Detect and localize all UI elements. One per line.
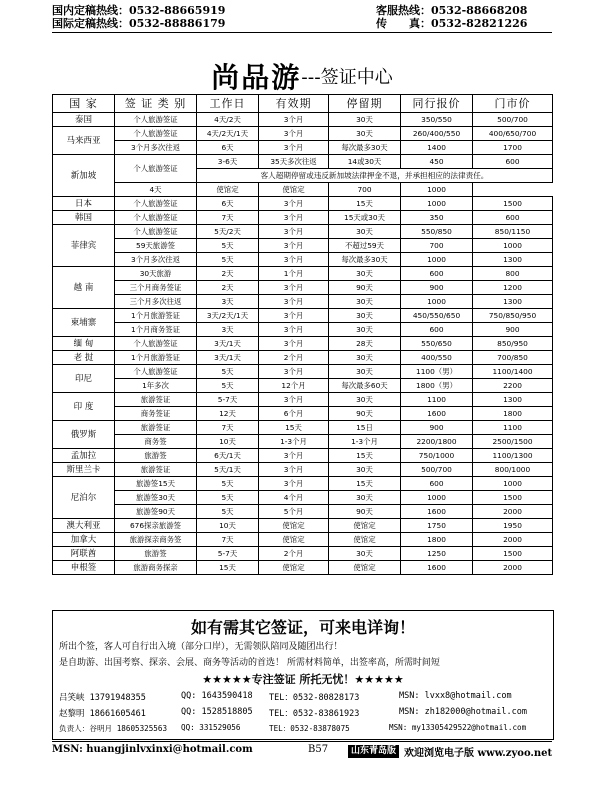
country-cell: 斯里兰卡 [53, 463, 115, 477]
stay-period-cell: 30天 [329, 547, 401, 561]
table-row [53, 407, 553, 421]
visa-type-cell: 旅游签证 [115, 393, 197, 407]
country-cell: 印 度 [53, 393, 115, 421]
stay-period-cell: 14或30天 [329, 155, 401, 169]
stay-period-cell: 30天 [329, 267, 401, 281]
stay-period-cell: 15天 [329, 477, 401, 491]
workdays-cell: 5天 [197, 379, 259, 393]
table-row [53, 351, 553, 365]
peer-price-cell: 1250 [401, 547, 473, 561]
country-cell: 缅 甸 [53, 337, 115, 351]
table-row [53, 421, 553, 435]
visa-type-cell: 三个月商务签证 [115, 281, 197, 295]
visa-type-cell: 商务签 [115, 435, 197, 449]
validity-cell: 3个月 [259, 127, 329, 141]
stay-period-cell: 每次最多60天 [329, 379, 401, 393]
stay-period-cell: 1-3个月 [329, 435, 401, 449]
workdays-cell: 7天 [197, 421, 259, 435]
footer-divider [52, 741, 552, 742]
contact-qq: QQ: 331529056 [181, 723, 241, 732]
table-row [53, 183, 553, 197]
contact-qq: QQ: 1528518805 [181, 707, 253, 717]
validity-cell: 4个月 [259, 491, 329, 505]
validity-cell: 3个月 [259, 449, 329, 463]
peer-price-cell: 400/550 [401, 351, 473, 365]
service-hotlines [376, 4, 527, 30]
promo-box [52, 610, 554, 740]
table-row [53, 323, 553, 337]
footer-website[interactable]: 欢迎浏览电子版 www.zyoo.net [404, 748, 553, 759]
peer-price-cell: 700 [401, 239, 473, 253]
header-retail-price: 门市价 [473, 95, 553, 113]
workdays-cell: 6天 [197, 197, 259, 211]
peer-price-cell: 900 [401, 421, 473, 435]
validity-cell: 1-3个月 [259, 435, 329, 449]
validity-cell: 15天 [259, 421, 329, 435]
stay-period-cell: 使馆定 [329, 533, 401, 547]
table-row [53, 197, 553, 211]
visa-type-cell: 59天旅游签 [115, 239, 197, 253]
peer-price-cell: 1750 [401, 519, 473, 533]
stay-period-cell: 使馆定 [259, 183, 329, 197]
visa-type-cell: 676探亲旅游签 [115, 519, 197, 533]
domestic-hotlines [52, 4, 225, 30]
table-header-row [53, 95, 553, 113]
table-row [53, 309, 553, 323]
peer-price-cell: 750/1000 [401, 449, 473, 463]
stay-period-cell: 90天 [329, 505, 401, 519]
validity-cell: 3个月 [259, 141, 329, 155]
country-cell: 日本 [53, 197, 115, 211]
header-visa-type: 签 证 类 别 [115, 95, 197, 113]
visa-type-cell: 旅游签 [115, 449, 197, 463]
stay-period-cell: 不超过59天 [329, 239, 401, 253]
retail-price-cell: 2200 [473, 379, 553, 393]
header-validity: 有效期 [259, 95, 329, 113]
visa-type-cell: 3个月多次往返 [115, 253, 197, 267]
table-row [53, 477, 553, 491]
retail-price-cell: 400/650/700 [473, 127, 553, 141]
stay-period-cell: 30天 [329, 323, 401, 337]
visa-type-cell: 个人旅游签证 [115, 337, 197, 351]
edition-badge: 山东青岛版 [348, 745, 399, 758]
peer-price-cell: 1100 [401, 393, 473, 407]
workdays-cell: 5天 [197, 505, 259, 519]
peer-price-cell: 450/550/650 [401, 309, 473, 323]
brand-title: 尚品游 [211, 61, 302, 94]
validity-cell: 3个月 [259, 253, 329, 267]
validity-cell: 3个月 [259, 113, 329, 127]
country-cell: 老 挝 [53, 351, 115, 365]
workdays-cell: 5天/2天 [197, 225, 259, 239]
country-cell: 澳大利亚 [53, 519, 115, 533]
visa-type-cell: 旅游签15天 [115, 477, 197, 491]
table-row [53, 533, 553, 547]
visa-type-cell: 个人旅游签证 [115, 155, 197, 183]
validity-cell: 3个月 [259, 337, 329, 351]
visa-type-cell: 个人旅游签证 [115, 225, 197, 239]
stay-period-cell: 90天 [329, 407, 401, 421]
retail-price-cell: 1500 [473, 197, 553, 211]
workdays-cell: 7天 [197, 211, 259, 225]
stay-period-cell: 30天 [329, 127, 401, 141]
country-cell: 韩国 [53, 211, 115, 225]
retail-price-cell: 1000 [401, 183, 473, 197]
retail-price-cell: 1100/1300 [473, 449, 553, 463]
stay-period-cell: 28天 [329, 337, 401, 351]
table-row [53, 253, 553, 267]
visa-type-cell: 个人旅游签证 [115, 211, 197, 225]
retail-price-cell: 1700 [473, 141, 553, 155]
stay-period-cell: 15天或30天 [329, 211, 401, 225]
validity-cell: 使馆定 [259, 533, 329, 547]
workdays-cell: 3天 [197, 295, 259, 309]
stay-period-cell: 每次最多30天 [329, 253, 401, 267]
workdays-cell: 5-7天 [197, 393, 259, 407]
workdays-cell: 5天 [197, 253, 259, 267]
country-cell: 申根签 [53, 561, 115, 575]
retail-price-cell: 1000 [473, 239, 553, 253]
peer-price-cell: 1000 [401, 295, 473, 309]
table-row [53, 113, 553, 127]
workdays-cell: 7天 [197, 533, 259, 547]
validity-cell: 3个月 [259, 239, 329, 253]
visa-type-cell: 三个月多次往返 [115, 295, 197, 309]
retail-price-cell: 500/700 [473, 113, 553, 127]
peer-price-cell: 500/700 [401, 463, 473, 477]
visa-type-cell: 旅游签 [115, 547, 197, 561]
stay-period-cell: 30天 [329, 295, 401, 309]
retail-price-cell: 700/850 [473, 351, 553, 365]
retail-price-cell: 2000 [473, 533, 553, 547]
table-row [53, 491, 553, 505]
table-row [53, 141, 553, 155]
retail-price-cell: 900 [473, 323, 553, 337]
service-hotline: 客服热线：0532-88668208 [376, 4, 528, 17]
workdays-cell: 2天 [197, 267, 259, 281]
page-footer [52, 744, 552, 760]
country-cell: 阿联酋 [53, 547, 115, 561]
stay-period-cell: 15天 [329, 449, 401, 463]
peer-price-cell: 350 [401, 211, 473, 225]
retail-price-cell: 1100/1400 [473, 365, 553, 379]
stay-period-cell: 30天 [329, 351, 401, 365]
peer-price-cell: 1400 [401, 141, 473, 155]
table-row [53, 281, 553, 295]
validity-cell: 3个月 [259, 225, 329, 239]
validity-cell: 6个月 [259, 407, 329, 421]
visa-type-cell: 旅游签证 [115, 463, 197, 477]
stay-period-cell: 90天 [329, 281, 401, 295]
stay-period-cell: 15日 [329, 421, 401, 435]
retail-price-cell: 800 [473, 267, 553, 281]
peer-price-cell: 550/650 [401, 337, 473, 351]
retail-price-cell: 750/850/950 [473, 309, 553, 323]
validity-cell: 12个月 [259, 379, 329, 393]
peer-price-cell: 1000 [401, 253, 473, 267]
workdays-cell: 4天/2天 [197, 113, 259, 127]
domestic-hotline: 国内定稿热线：0532-88665919 [52, 4, 226, 17]
retail-price-cell: 850/1150 [473, 225, 553, 239]
workdays-cell: 5天 [197, 491, 259, 505]
contact-msn[interactable]: MSN: lvxx8@hotmail.com [399, 691, 512, 701]
validity-cell: 3个月 [259, 393, 329, 407]
table-row [53, 155, 553, 169]
visa-type-cell: 旅游探亲商务签 [115, 533, 197, 547]
retail-price-cell: 800/1000 [473, 463, 553, 477]
page-number: B57 [308, 744, 329, 755]
workdays-cell: 3天/1天 [197, 351, 259, 365]
table-row [53, 337, 553, 351]
workdays-cell: 6天/1天 [197, 449, 259, 463]
footer-msn[interactable]: MSN: huangjinlvxinxi@hotmail.com [52, 744, 253, 755]
table-row [53, 295, 553, 309]
stay-period-cell: 每次最多30天 [329, 141, 401, 155]
retail-price-cell: 1000 [473, 477, 553, 491]
retail-price-cell: 1300 [473, 295, 553, 309]
country-cell: 孟加拉 [53, 449, 115, 463]
stay-period-cell: 30天 [329, 365, 401, 379]
retail-price-cell: 2000 [473, 561, 553, 575]
stay-period-cell: 30天 [329, 309, 401, 323]
retail-price-cell: 1200 [473, 281, 553, 295]
retail-price-cell: 600 [473, 211, 553, 225]
validity-cell: 35天多次往返 [259, 155, 329, 169]
visa-type-cell: 1个月旅游签证 [115, 351, 197, 365]
country-cell: 加拿大 [53, 533, 115, 547]
table-row [53, 505, 553, 519]
stay-period-cell: 15天 [329, 197, 401, 211]
contact-msn[interactable]: MSN: zh182000@hotmail.com [399, 707, 527, 717]
validity-cell: 3个月 [259, 281, 329, 295]
peer-price-cell: 900 [401, 281, 473, 295]
workdays-cell: 4天/2天/1天 [197, 127, 259, 141]
visa-type-cell: 个人旅游签证 [115, 127, 197, 141]
table-row [53, 267, 553, 281]
workdays-cell: 3天 [197, 323, 259, 337]
validity-cell: 3个月 [259, 197, 329, 211]
table-row [53, 393, 553, 407]
visa-type-cell: 旅游签证 [115, 421, 197, 435]
validity-cell: 3个月 [259, 463, 329, 477]
workdays-cell: 2天 [197, 281, 259, 295]
promo-line-1: 所出个签，客人可自行出入境（部分口岸），无需领队陪同及随团出行！ [59, 642, 343, 652]
contact-tel: TEL：0532-83861923 [269, 709, 360, 719]
workdays-cell: 5天 [197, 239, 259, 253]
validity-cell: 1个月 [259, 267, 329, 281]
promo-slogan: ★★★★★专注签证 所托无忧！★★★★★ [202, 673, 404, 686]
visa-type-cell: 商务签证 [115, 407, 197, 421]
workdays-cell: 4天 [115, 183, 197, 197]
validity-cell: 2个月 [259, 351, 329, 365]
peer-price-cell: 700 [329, 183, 401, 197]
workdays-cell: 10天 [197, 519, 259, 533]
retail-price-cell: 2000 [473, 505, 553, 519]
workdays-cell: 3天/2天/1天 [197, 309, 259, 323]
table-row [53, 239, 553, 253]
validity-cell: 3个月 [259, 323, 329, 337]
peer-price-cell: 550/850 [401, 225, 473, 239]
table-row [53, 211, 553, 225]
workdays-cell: 6天 [197, 141, 259, 155]
peer-price-cell: 600 [401, 477, 473, 491]
contact-name: 吕笑峡 13791948355 [59, 693, 146, 703]
international-hotline: 国际定稿热线：0532-88886179 [52, 17, 226, 30]
visa-type-cell: 30天旅游 [115, 267, 197, 281]
country-cell: 印尼 [53, 365, 115, 393]
table-row [53, 463, 553, 477]
stay-period-cell: 30天 [329, 225, 401, 239]
country-cell: 尼泊尔 [53, 477, 115, 519]
peer-price-cell: 600 [401, 323, 473, 337]
retail-price-cell: 1800 [473, 407, 553, 421]
validity-cell: 3个月 [259, 309, 329, 323]
contact-name: 赵黎明 18661605461 [59, 709, 146, 719]
promo-line-2: 是自助游、出国考察、探亲、会展、商务等活动的首选！ 所需材料简单，出签率高，所需时间短 [59, 658, 440, 668]
country-cell: 俄罗斯 [53, 421, 115, 449]
table-row [53, 561, 553, 575]
retail-price-cell: 1100 [473, 421, 553, 435]
stay-period-cell: 使馆定 [329, 519, 401, 533]
validity-cell: 使馆定 [259, 561, 329, 575]
peer-price-cell: 1600 [401, 407, 473, 421]
peer-price-cell: 1600 [401, 505, 473, 519]
peer-price-cell: 1800（男） [401, 379, 473, 393]
workdays-cell: 5-7天 [197, 547, 259, 561]
table-row [53, 365, 553, 379]
peer-price-cell: 260/400/550 [401, 127, 473, 141]
validity-cell: 3个月 [259, 477, 329, 491]
header-country: 国 家 [53, 95, 115, 113]
retail-price-cell: 1300 [473, 393, 553, 407]
contact-msn[interactable]: MSN: my13305429522@hotmail.com [389, 723, 527, 732]
retail-price-cell: 2500/1500 [473, 435, 553, 449]
stay-period-cell: 30天 [329, 463, 401, 477]
validity-cell: 2个月 [259, 547, 329, 561]
contact-qq: QQ: 1643590418 [181, 691, 253, 701]
contact-tel: TEL：0532-83878075 [269, 724, 350, 733]
peer-price-cell: 1000 [401, 491, 473, 505]
retail-price-cell: 1500 [473, 491, 553, 505]
peer-price-cell: 600 [401, 267, 473, 281]
retail-price-cell: 1300 [473, 253, 553, 267]
country-cell: 马来西亚 [53, 127, 115, 155]
page-title [52, 56, 552, 92]
table-row [53, 127, 553, 141]
validity-cell: 3个月 [259, 365, 329, 379]
workdays-cell: 12天 [197, 407, 259, 421]
contact-name: 负责人：谷明月 18605325563 [59, 724, 168, 733]
workdays-cell: 3-6天 [197, 155, 259, 169]
visa-type-cell: 个人旅游签证 [115, 365, 197, 379]
promo-headline: 如有需其它签证，可来电详询！ [190, 618, 415, 637]
peer-price-cell: 1000 [401, 197, 473, 211]
retail-price-cell: 600 [473, 155, 553, 169]
workdays-cell: 5天/1天 [197, 463, 259, 477]
retail-price-cell: 1500 [473, 547, 553, 561]
visa-type-cell: 旅游商务探亲 [115, 561, 197, 575]
table-row [53, 547, 553, 561]
workdays-cell: 5天 [197, 477, 259, 491]
stay-period-cell: 30天 [329, 393, 401, 407]
peer-price-cell: 350/550 [401, 113, 473, 127]
workdays-cell: 15天 [197, 561, 259, 575]
retail-price-cell: 850/950 [473, 337, 553, 351]
visa-type-cell: 旅游签90天 [115, 505, 197, 519]
table-row [53, 379, 553, 393]
workdays-cell: 5天 [197, 365, 259, 379]
validity-cell: 3个月 [259, 295, 329, 309]
peer-price-cell: 450 [401, 155, 473, 169]
validity-cell: 5个月 [259, 505, 329, 519]
stay-period-cell: 30天 [329, 113, 401, 127]
workdays-cell: 3天/1天 [197, 337, 259, 351]
peer-price-cell: 1100（男） [401, 365, 473, 379]
peer-price-cell: 2200/1800 [401, 435, 473, 449]
stay-period-cell: 使馆定 [329, 561, 401, 575]
country-cell: 越 南 [53, 267, 115, 309]
visa-price-table [52, 94, 553, 575]
country-cell: 泰国 [53, 113, 115, 127]
header-stay: 停留期 [329, 95, 401, 113]
validity-cell: 3个月 [259, 211, 329, 225]
country-cell: 新加坡 [53, 155, 115, 197]
contact-tel: TEL：0532-80828173 [269, 693, 360, 703]
retail-price-cell: 1950 [473, 519, 553, 533]
header-workdays: 工作日 [197, 95, 259, 113]
visa-type-cell: 旅游签30天 [115, 491, 197, 505]
table-row [53, 449, 553, 463]
visa-type-cell: 3个月多次往返 [115, 141, 197, 155]
peer-price-cell: 1800 [401, 533, 473, 547]
visa-type-cell: 个人旅游签证 [115, 113, 197, 127]
header-peer-price: 同行报价 [401, 95, 473, 113]
stay-period-cell: 30天 [329, 491, 401, 505]
visa-type-cell: 1个月旅游签证 [115, 309, 197, 323]
visa-type-cell: 1个月商务签证 [115, 323, 197, 337]
workdays-cell: 10天 [197, 435, 259, 449]
table-row [53, 519, 553, 533]
title-subtitle: ---签证中心 [301, 67, 393, 88]
note-cell: 客人超期停留或违反新加坡法律押金不退，并承担相应的法律责任。 [197, 169, 553, 183]
peer-price-cell: 1600 [401, 561, 473, 575]
validity-cell: 使馆定 [197, 183, 259, 197]
country-cell: 菲律宾 [53, 225, 115, 267]
table-row [53, 225, 553, 239]
header-divider [52, 32, 552, 33]
table-row [53, 435, 553, 449]
visa-type-cell: 个人旅游签证 [115, 197, 197, 211]
country-cell: 柬埔寨 [53, 309, 115, 337]
validity-cell: 使馆定 [259, 519, 329, 533]
visa-type-cell: 1年多次 [115, 379, 197, 393]
fax-number: 传 真：0532-82821226 [376, 17, 528, 30]
